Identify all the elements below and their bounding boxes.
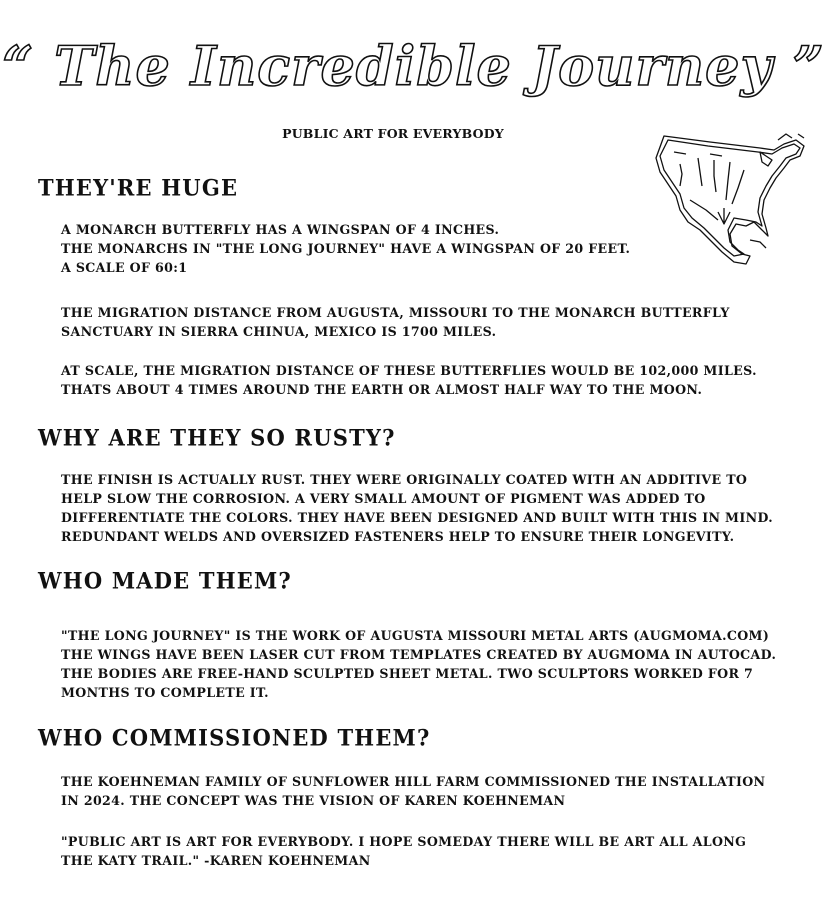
page-title: “ The Incredible Journey ” bbox=[2, 34, 825, 98]
section-commissioned-paragraph-2: "PUBLIC ART IS ART FOR EVERYBODY. I HOPE SOMEDAY THERE WILL BE ART ALL ALONG THE KATY TRAIL." -KAREN KOEHNEMAN bbox=[61, 834, 747, 868]
section-heading-huge: THEY'RE HUGE bbox=[38, 174, 239, 201]
page-subtitle: PUBLIC ART FOR EVERYBODY bbox=[282, 126, 504, 141]
title-container bbox=[0, 34, 827, 98]
section-heading-rusty: WHY ARE THEY SO RUSTY? bbox=[38, 424, 396, 451]
section-huge-paragraph-3: AT SCALE, THE MIGRATION DISTANCE OF THESE BUTTERFLIES WOULD BE 102,000 MILES. THATS ABOUT 4 TIMES AROUND THE EARTH OR ALMOST HALF WAY TO THE MOON. bbox=[61, 363, 757, 397]
section-heading-made: WHO MADE THEM? bbox=[38, 567, 292, 594]
section-huge-paragraph-2: THE MIGRATION DISTANCE FROM AUGUSTA, MISSOURI TO THE MONARCH BUTTERFLY SANCTUARY IN SIERRA CHINUA, MEXICO IS 1700 MILES. bbox=[61, 305, 730, 339]
section-huge-paragraph-1: A MONARCH BUTTERFLY HAS A WINGSPAN OF 4 INCHES. THE MONARCHS IN "THE LONG JOURNEY" HAVE A WINGSPAN OF 20 FEET. A SCALE OF 60:1 bbox=[61, 222, 631, 275]
section-rusty-paragraph-1: THE FINISH IS ACTUALLY RUST. THEY WERE ORIGINALLY COATED WITH AN ADDITIVE TO HELP SLOW THE CORROSION. A VERY SMALL AMOUNT OF PIGMENT WAS ADDED TO DIFFERENTIATE THE COLORS. THEY HAVE BEEN DESIGNED AND BUILT WITH THIS IN MIND. REDUNDANT WELDS AND OVERSIZED FASTENERS HELP TO ENSURE THEIR LONGEVITY. bbox=[61, 472, 773, 544]
section-heading-commissioned: WHO COMMISSIONED THEM? bbox=[38, 724, 431, 751]
section-made-paragraph-1: "THE LONG JOURNEY" IS THE WORK OF AUGUSTA MISSOURI METAL ARTS (AUGMOMA.COM) THE WINGS HAVE BEEN LASER CUT FROM TEMPLATES CREATED BY AUGMOMA IN AUTOCAD. THE BODIES ARE FREE-HAND SCULPTED SHEET METAL. TWO SCULPTORS WORKED FOR 7 MONTHS TO COMPLETE IT. bbox=[61, 628, 777, 700]
section-commissioned-paragraph-1: THE KOEHNEMAN FAMILY OF SUNFLOWER HILL FARM COMMISSIONED THE INSTALLATION IN 2024. THE CONCEPT WAS THE VISION OF KAREN KOEHNEMAN bbox=[61, 774, 766, 808]
